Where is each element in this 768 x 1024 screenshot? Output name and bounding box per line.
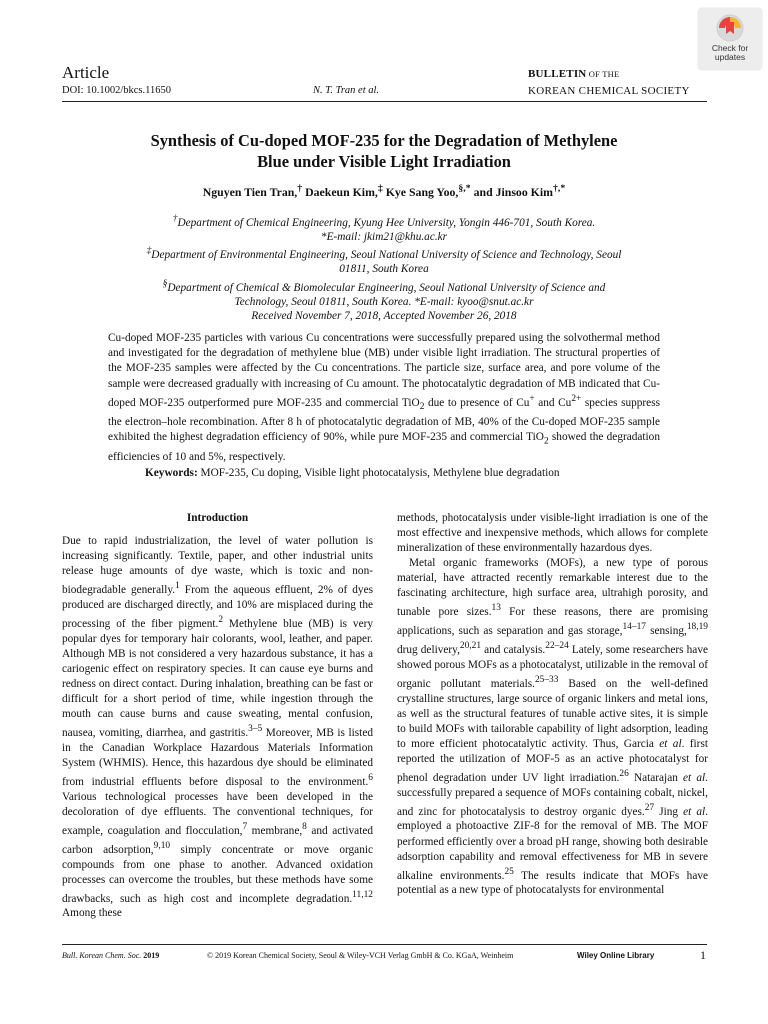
affiliation-2 <box>95 244 673 262</box>
journal-bulletin: BULLETIN <box>528 68 587 80</box>
badge-line2: updates <box>714 52 746 62</box>
body-text: The results indicate that MOFs have potential as a new type of photocatalysts for environmental <box>397 869 708 897</box>
doi[interactable]: DOI: 10.1002/bkcs.11650 <box>62 85 171 96</box>
footer-rule <box>62 944 707 945</box>
body-text: From the aqueous effluent, 2% of dyes produced are discharged directly, and 10% are misplaced during the processing of the fiber pigment. <box>62 583 373 630</box>
citation[interactable]: 27 <box>644 802 655 813</box>
body-column-left <box>62 511 373 922</box>
body-text: membrane, <box>247 824 303 837</box>
body-text: Methylene blue (MB) is very popular dyes for temporary hair colorants, wool, leather, and paper. Although MB is not considered a very hazardous substance, it has a cariogenic effect on respiratory species. It can cause eye burns and redness on direct contact. During inhalation, breathing can be fast or difficult for a short period of time, while ingestion through the mouth can cause burns and cause sweating, mental confusion, nausea, vomiting, diarrhea, and gastritis. <box>62 617 373 739</box>
intro-paragraph-1 <box>62 534 373 921</box>
page-number: 1 <box>700 948 706 962</box>
et-al: et al <box>683 771 706 784</box>
abstract-text: and Cu <box>534 396 572 409</box>
citation[interactable]: 8 <box>302 821 307 832</box>
body-text: Jing <box>654 805 684 818</box>
abstract-text: due to presence of Cu <box>424 396 530 409</box>
citation[interactable]: 6 <box>368 773 373 784</box>
footer-year: 2019 <box>141 951 160 960</box>
citation[interactable]: 9,10 <box>153 840 171 851</box>
citation[interactable]: 1 <box>175 581 180 592</box>
body-text: Among these <box>62 907 122 920</box>
affiliation-3 <box>95 277 673 295</box>
affiliation-2-cont: 01811, South Korea <box>339 263 429 276</box>
affiliations <box>95 212 673 323</box>
affiliation-2-mark: ‡ <box>146 246 152 257</box>
keywords <box>145 467 705 479</box>
intro-paragraph-2: methods, photocatalysis under visible-light irradiation is one of the most effective and inexpensive methods, which allows for complete mineralization of these environmentally hazardous dyes. <box>397 512 708 555</box>
abstract <box>108 331 660 465</box>
badge-line1: Check for <box>711 43 749 53</box>
abstract-sub: 2 <box>543 436 549 447</box>
affiliation-1 <box>95 212 673 230</box>
body-text: Natarajan <box>628 771 684 784</box>
author-list <box>60 183 708 200</box>
affiliation-1-email[interactable]: *E-mail: jkim21@khu.ac.kr <box>320 231 448 244</box>
body-text: Moreover, MB is listed in the Canadian Workplace Hazardous Materials Information System (WHMIS). Hence, this hazardous dye should be eliminated from industrial effluents before disposal to the environment. <box>62 726 373 788</box>
body-text: For these reasons, there are promising applications, such as separation and gas storage, <box>397 606 708 637</box>
body-column-right <box>397 511 708 898</box>
body-text: and catalysis. <box>481 643 546 656</box>
title-line1: Synthesis of Cu-doped MOF-235 for the Degradation of Methylene <box>150 131 618 150</box>
intro-paragraph-3 <box>397 556 708 898</box>
section-heading-introduction: Introduction <box>186 512 249 524</box>
article-type-label: Article <box>62 63 110 82</box>
journal-of-the: OF THE <box>586 69 620 79</box>
body-text: drug delivery, <box>397 643 460 656</box>
author-3-mark: §,* <box>458 183 471 194</box>
citation[interactable]: 25–33 <box>534 674 559 685</box>
abstract-text: species suppress the electron–hole recombination. After 8 h of photocatalytic degradation of MB, 40% of the Cu-doped MOF-235 sample exhibited the highest degradation efficiency of 90%, while pure MOF-235 and commercial TiO <box>108 396 660 444</box>
body-text: simply concentrate or move organic compounds from one phase to another. Advanced oxidation processes can overcome the troubles, but these methods have some drawbacks, such as high cost and incomplete degradation. <box>62 843 373 905</box>
paper-title <box>60 130 708 172</box>
citation[interactable]: 22–24 <box>545 640 569 651</box>
affiliation-1-text: Department of Chemical Engineering, Kyung Hee University, Yongin 446-701, South Korea. <box>177 216 596 229</box>
citation[interactable]: 18,19 <box>686 622 708 633</box>
citation[interactable]: 26 <box>619 768 629 779</box>
body-text: Lately, some researchers have showed porous MOFs as a photocatalyst, utilizable in the removal of organic pollutant materials. <box>397 643 708 690</box>
author-2-mark: ‡ <box>377 183 383 194</box>
citation[interactable]: 2 <box>218 615 224 626</box>
keywords-list: MOF-235, Cu doping, Visible light photocatalysis, Methylene blue degradation <box>197 467 560 479</box>
footer-journal-name: Bull. Korean Chem. Soc. <box>62 951 142 960</box>
body-text: Various technological processes have been developed in the decoloration of dye effluents. The conventional techniques, for example, coagulation and flocculation, <box>62 790 373 837</box>
body-text: Metal organic frameworks (MOFs), a new type of porous material, have attracted recently remarkable interest due to the fascinating architecture, high surface area, ultrahigh porosity, and tunable pore sizes. <box>397 557 708 619</box>
body-text: . employed a photoactive ZIF-8 for the removal of MB. The MOF performed efficiently over a broad pH range, showing both desirable adsorption capability and removal effectiveness for MB in severe alkaline environments. <box>397 805 709 882</box>
et-al: et al <box>659 737 682 750</box>
abstract-text: showed the degradation efficiencies of 10 and 5%, respectively. <box>108 431 660 463</box>
affiliation-3-mark: § <box>162 278 168 289</box>
citation[interactable]: 11,12 <box>352 889 373 900</box>
citation[interactable]: 25 <box>504 866 514 877</box>
abstract-sub: 2 <box>419 401 425 412</box>
citation[interactable]: 13 <box>491 603 501 614</box>
body-text: . successfully prepared a sequence of MOFs containing cobalt, nickel, and zinc for photocatalysis to destroy organic dyes. <box>397 771 708 818</box>
keywords-label: Keywords: <box>145 467 198 479</box>
body-text: and activated carbon adsorption, <box>62 824 373 856</box>
footer-wiley-online-library[interactable]: Wiley Online Library <box>577 951 655 960</box>
abstract-sup: 2+ <box>571 393 582 404</box>
author-4-mark: †,* <box>552 183 566 194</box>
affiliation-2-text: Department of Environmental Engineering, Seoul National University of Science and Technology, Seoul <box>151 249 622 262</box>
header-rule <box>62 101 707 102</box>
body-text: Due to rapid industrialization, the level of water pollution is increasing significantly. Textile, paper, and other industrial units release huge amounts of dye waste, which is toxic and non-biodegradable generally. <box>62 535 373 596</box>
author-1: Nguyen Tien Tran, <box>202 184 298 199</box>
author-1-mark: † <box>297 183 303 194</box>
citation[interactable]: 7 <box>242 821 248 832</box>
author-2: Daekeun Kim, <box>302 184 378 199</box>
citation[interactable]: 20,21 <box>459 640 482 651</box>
footer-journal <box>62 951 159 960</box>
body-text: . first reported the utilization of MOF-5 as an active photocatalyst for phenol degradation under UV light irradiation. <box>397 737 708 784</box>
et-al: et al <box>683 805 706 818</box>
author-3: Kye Sang Yoo, <box>382 184 459 199</box>
citation[interactable]: 3–5 <box>248 724 263 735</box>
footer-copyright: © 2019 Korean Chemical Society, Seoul & Wiley-VCH Verlag GmbH & Co. KGaA, Weinheim <box>207 951 514 960</box>
author-4: and Jinsoo Kim <box>470 184 553 199</box>
check-for-updates-badge[interactable] <box>698 8 762 70</box>
affiliation-3-text: Department of Chemical & Biomolecular Engineering, Seoul National University of Science and <box>167 281 606 294</box>
check-for-updates-icon <box>715 13 745 43</box>
body-text: Based on the well-defined crystalline structures, large source of organic linkers and metal ions, as well as the structural features of tunable active sites, it is simple to build MOFs with tailorable capability of light adsorption, leading to more efficient photocatalytic activity. Thus, Garcia <box>397 677 708 750</box>
running-author: N. T. Tran et al. <box>313 85 380 96</box>
affiliation-1-mark: † <box>172 214 178 224</box>
journal-name-line2: KOREAN CHEMICAL SOCIETY <box>528 85 690 97</box>
title-line2: Blue under Visible Light Irradiation <box>257 152 511 171</box>
abstract-sup: + <box>529 393 535 404</box>
citation[interactable]: 14–17 <box>622 622 646 633</box>
received-dates: Received November 7, 2018, Accepted November 26, 2018 <box>251 310 517 323</box>
journal-name-line1 <box>528 68 619 80</box>
body-text: sensing, <box>645 624 687 637</box>
abstract-text: Cu-doped MOF-235 particles with various Cu concentrations were successfully prepared using the solvothermal method and investigated for the degradation of methylene blue (MB) under visible light irradiation. The structural properties of the MOF-235 samples were affected by the Cu concentrations. The particle size, surface area, and pore volume of the sample were decreased gradually with increasing of Cu amount. The photocatalytic degradation of MB indicated that Cu-doped MOF-235 outperformed pure MOF-235 and commercial TiO <box>108 332 660 409</box>
affiliation-3-cont[interactable]: Technology, Seoul 01811, South Korea. *E-mail: kyoo@snut.ac.kr <box>234 295 534 308</box>
